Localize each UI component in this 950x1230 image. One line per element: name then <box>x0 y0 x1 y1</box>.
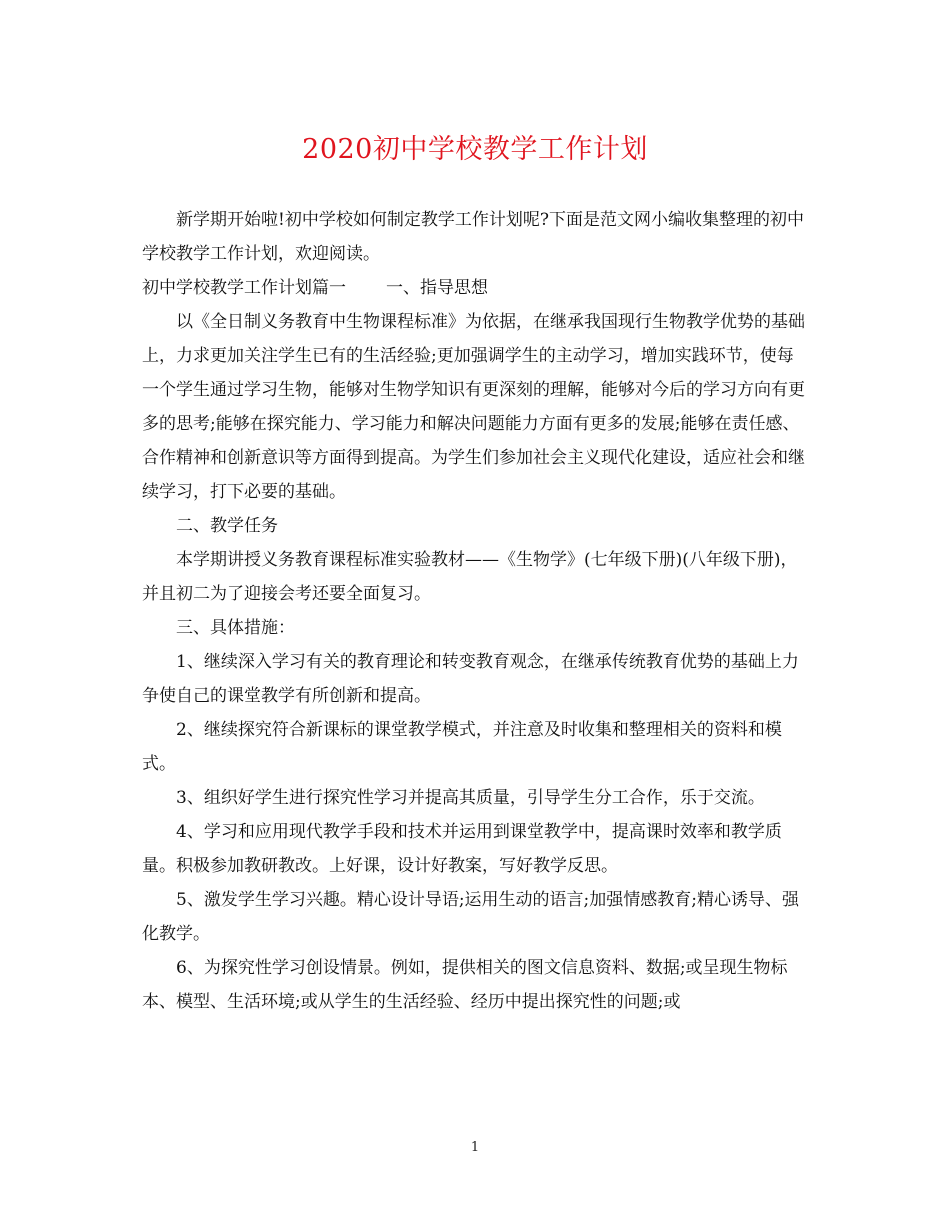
section-heading-line <box>142 271 810 305</box>
document-body <box>142 203 810 1019</box>
measures-heading: 三、具体措施： <box>176 618 295 638</box>
measure-item: 6、为探究性学习创设情景。例如，提供相关的图文信息资料、数据;或呈现生物标本、模型、生活环境;或从学生的生活经验、经历中提出探究性的问题;或 <box>142 958 788 1012</box>
intro-paragraph: 新学期开始啦!初中学校如何制定教学工作计划呢?下面是范文网小编收集整理的初中学校教学工作计划，欢迎阅读。 <box>142 210 804 264</box>
measure-item: 5、激发学生学习兴趣。精心设计导语;运用生动的语言;加强情感教育;精心诱导、强化教学。 <box>142 890 799 944</box>
measure-item: 2、继续探究符合新课标的课堂教学模式，并注意及时收集和整理相关的资料和模式。 <box>142 720 782 774</box>
guiding-paragraph: 以《全日制义务教育中生物课程标准》为依据，在继承我国现行生物教学优势的基础上，力求更加关注学生已有的生活经验;更加强调学生的主动学习，增加实践环节，使每一个学生通过学习生物，能够对生物学知识有更深刻的理解，能够对今后的学习方向有更多的思考;能够在探究能力、学习能力和解决问题能力方面有更多的发展;能够在责任感、合作精神和创新意识等方面得到提高。为学生们参加社会主义现代化建设，适应社会和继续学习，打下必要的基础。 <box>142 312 805 502</box>
measure-item: 3、组织好学生进行探究性学习并提高其质量，引导学生分工合作，乐于交流。 <box>176 788 765 808</box>
guiding-heading: 一、指导思想 <box>386 278 488 298</box>
task-heading: 二、教学任务 <box>176 516 278 536</box>
measure-item: 1、继续深入学习有关的教育理论和转变教育观念，在继承传统教育优势的基础上力争使自己的课堂教学有所创新和提高。 <box>142 652 799 706</box>
task-paragraph: 本学期讲授义务教育课程标准实验教材——《生物学》(七年级下册)(八年级下册)，并且初二为了迎接会考还要全面复习。 <box>142 550 798 604</box>
section-title: 初中学校教学工作计划篇一 <box>142 278 346 298</box>
page-number: 1 <box>470 1140 480 1155</box>
measure-item: 4、学习和应用现代教学手段和技术并运用到课堂教学中，提高课时效率和教学质量。积极参加教研教改。上好课，设计好教案，写好教学反思。 <box>142 822 782 876</box>
document-title: 2020初中学校教学工作计划 <box>302 134 648 165</box>
